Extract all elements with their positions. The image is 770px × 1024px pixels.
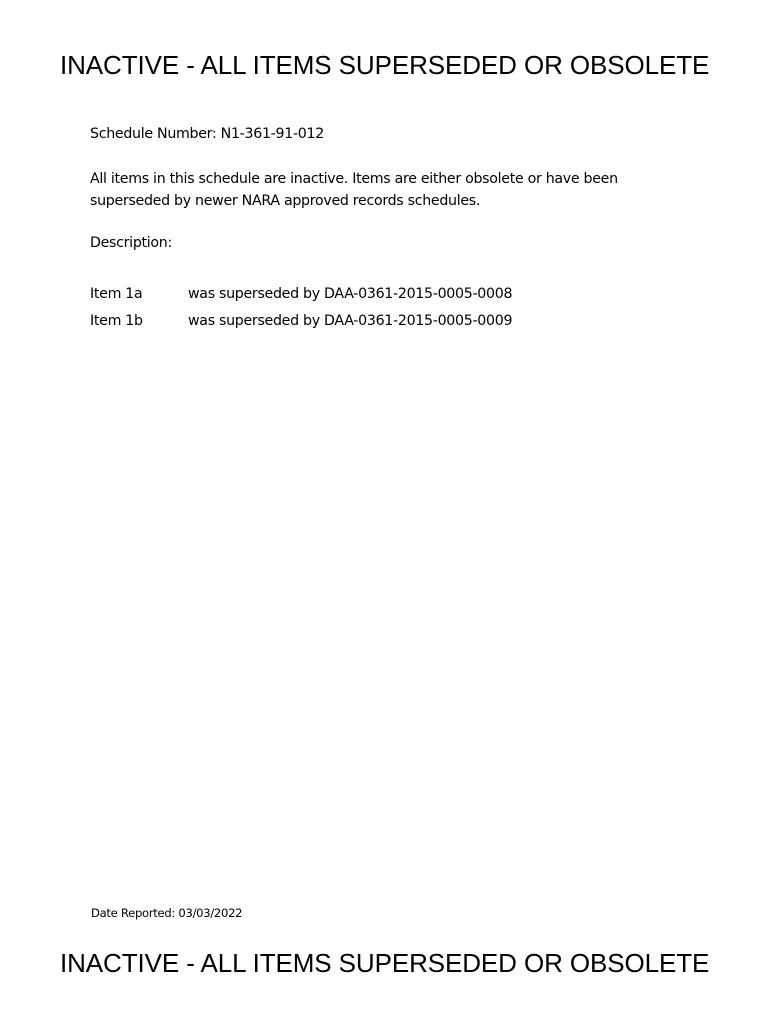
item-label: Item 1b — [90, 313, 143, 329]
schedule-number: Schedule Number: N1-361-91-012 — [90, 126, 324, 142]
item-status: was superseded by DAA-0361-2015-0005-0008 — [188, 286, 513, 302]
inactive-notice-line-1: All items in this schedule are inactive. Items are either obsolete or have been — [90, 171, 618, 187]
inactive-banner-top: INACTIVE - ALL ITEMS SUPERSEDED OR OBSOLETE — [60, 50, 710, 80]
description-label: Description: — [90, 235, 172, 251]
item-status: was superseded by DAA-0361-2015-0005-0009 — [188, 313, 513, 329]
list-item — [90, 284, 690, 311]
list-item — [90, 311, 690, 338]
item-label: Item 1a — [90, 286, 143, 302]
inactive-notice — [90, 168, 690, 212]
inactive-banner-bottom: INACTIVE - ALL ITEMS SUPERSEDED OR OBSOLETE — [60, 948, 710, 978]
date-reported: Date Reported: 03/03/2022 — [91, 906, 243, 920]
item-list — [90, 284, 690, 338]
inactive-notice-line-2: superseded by newer NARA approved records schedules. — [90, 193, 481, 209]
